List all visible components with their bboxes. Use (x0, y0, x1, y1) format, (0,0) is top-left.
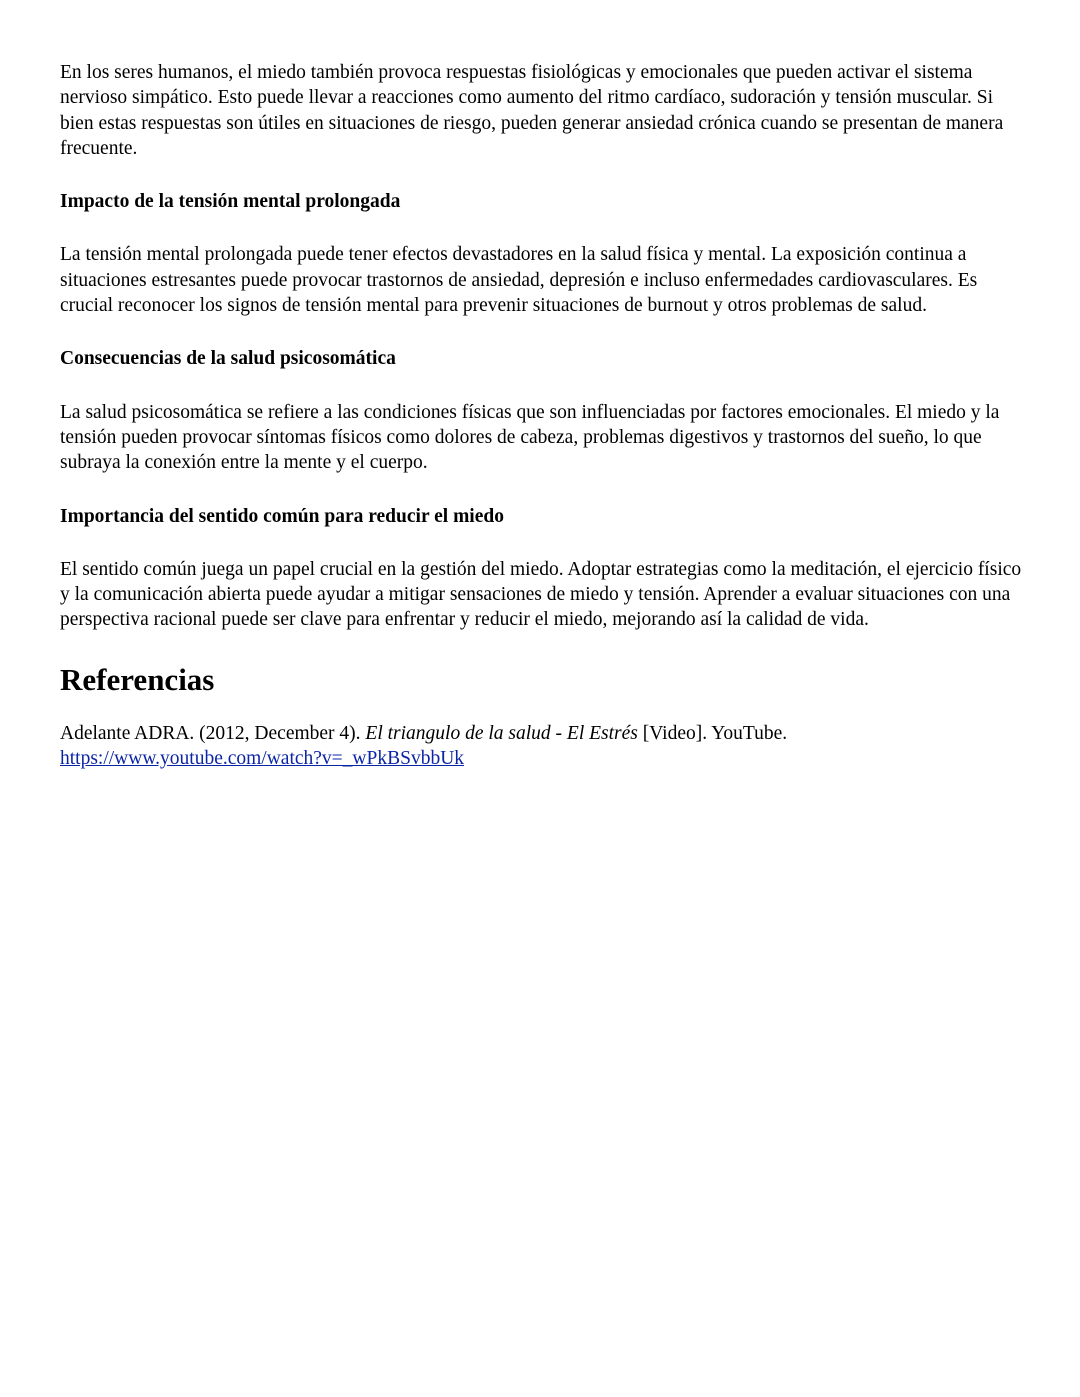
reference-entry (60, 721, 1025, 772)
reference-link[interactable]: https://www.youtube.com/watch?v=_wPkBSvbbUk (60, 748, 465, 770)
section-text-sentido-comun: El sentido común juega un papel crucial en la gestión del miedo. Adoptar estrategias como la meditación, el ejercicio físico y la comunicación abierta puede ayudar a mitigar sensaciones de miedo y tensión. Aprender a evaluar situaciones con una perspectiva racional puede ser clave para enfrentar y reducir el miedo, mejorando así la calidad de vida. (60, 558, 1022, 631)
reference-suffix: [Video]. YouTube. (637, 722, 788, 744)
reference-title: El triangulo de la salud - El Estrés (365, 722, 638, 744)
reference-author-date: Adelante ADRA. (2012, December 4). (60, 722, 366, 744)
section-text-tension: La tensión mental prolongada puede tener efectos devastadores en la salud física y mental. La exposición continua a situaciones estresantes puede provocar trastornos de ansiedad, depresión e incluso enfermedades cardiovasculares. Es crucial reconocer los signos de tensión mental para prevenir situaciones de burnout y otros problemas de salud. (60, 244, 978, 317)
section-text-psicosomatica: La salud psicosomática se refiere a las condiciones físicas que son influenciadas por factores emocionales. El miedo y la tensión pueden provocar síntomas físicos como dolores de cabeza, problemas digestivos y trastornos del sueño, lo que subraya la conexión entre la mente y el cuerpo. (60, 401, 1000, 474)
document-page (60, 60, 1025, 771)
references-heading: Referencias (60, 661, 215, 697)
intro-paragraph: En los seres humanos, el miedo también provoca respuestas fisiológicas y emocionales que pueden activar el sistema nervioso simpático. Esto puede llevar a reacciones como aumento del ritmo cardíaco, sudoración y tensión muscular. Si bien estas respuestas son útiles en situaciones de riesgo, pueden generar ansiedad crónica cuando se presentan de manera frecuente. (60, 62, 1004, 159)
section-heading-tension: Impacto de la tensión mental prolongada (60, 191, 401, 213)
section-heading-psicosomatica: Consecuencias de la salud psicosomática (60, 348, 396, 370)
section-heading-sentido-comun: Importancia del sentido común para reducir el miedo (60, 505, 504, 527)
